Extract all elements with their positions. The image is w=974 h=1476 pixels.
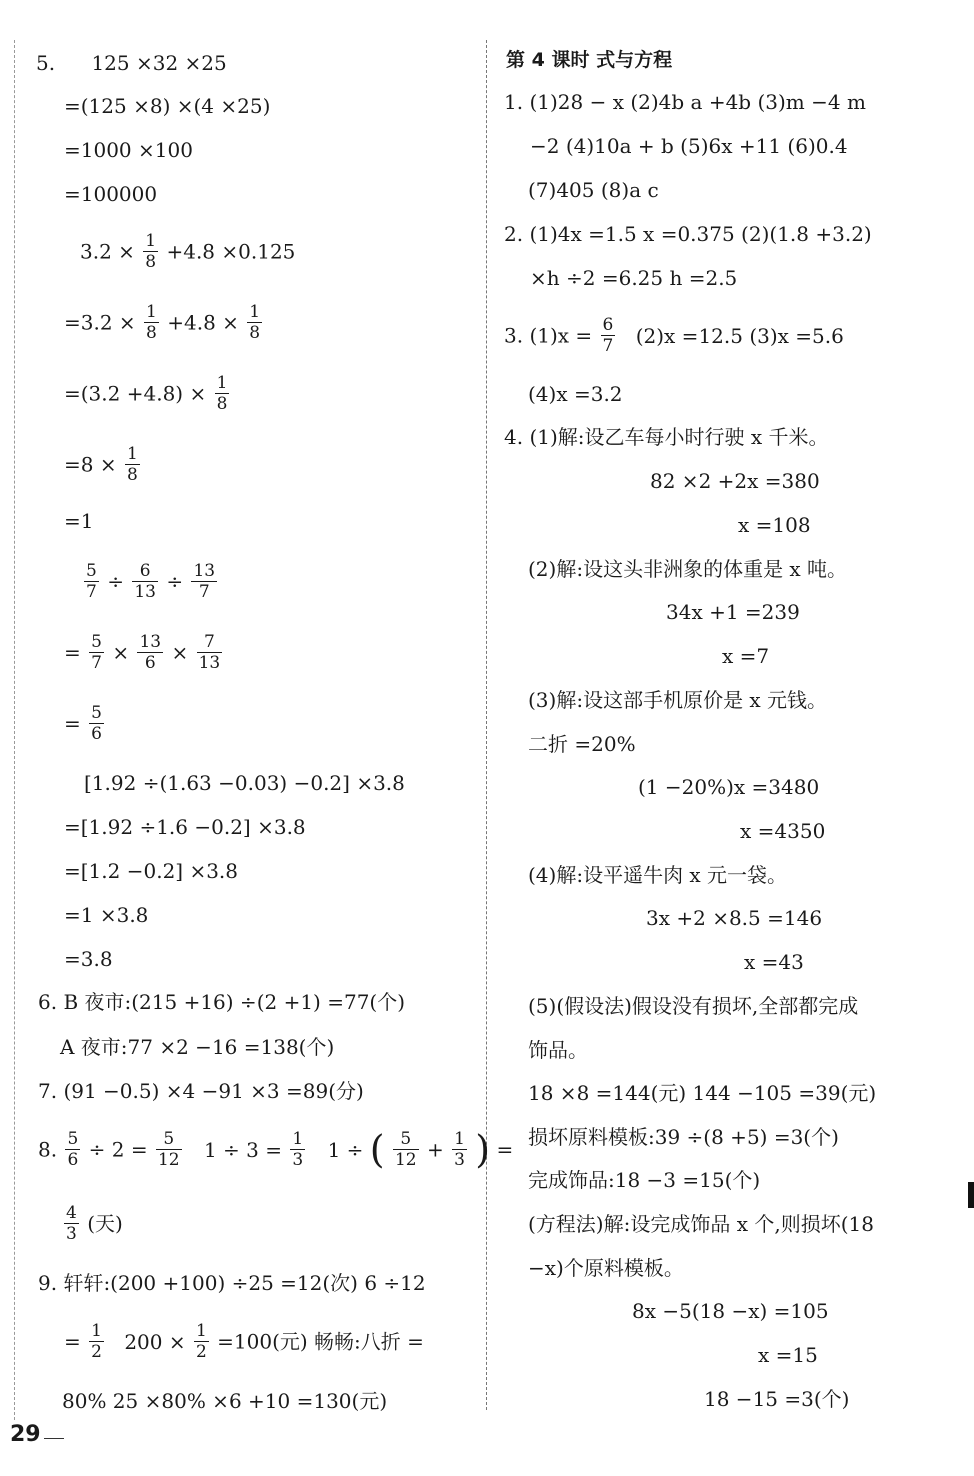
r-q4-p5-eq3: 18 −15 =3(个) [704,1387,850,1411]
q5-line-2: =(125 ×8) ×(4 ×25) [64,94,271,118]
fraction-1-8: $\frac{1}{8}$ [216,373,228,414]
q5-line-1: 5. 125 ×32 ×25 [36,51,227,75]
fraction-5-12: $\frac{5}{12}$ [394,1129,417,1170]
r-q4-p1: 4. (1)解:设乙车每小时行驶 x 千米。 [504,425,829,449]
r-q4-p2-eq2: x =7 [722,644,770,668]
q5-d-line-2: =[1.92 ÷1.6 −0.2] ×3.8 [64,815,306,839]
fraction-4-3: $\frac{4}{3}$ [66,1203,77,1244]
q5-b-line-1: 3.2 × $\frac{1}{8}$ +4.8 ×0.125 [80,231,296,272]
r-q4-p5-eq2: x =15 [758,1343,818,1367]
r-q4-p5-line-4: 损坏原料模板:39 ÷(8 +5) =3(个) [528,1125,839,1149]
fraction-1-8: $\frac{1}{8}$ [146,302,157,343]
r-q3-line-2: (4)x =3.2 [528,382,623,406]
q5-d-line-1: [1.92 ÷(1.63 −0.03) −0.2] ×3.8 [84,771,405,795]
fraction-13-6: $\frac{13}{6}$ [139,632,162,673]
r-q4-p3-eq1: (1 −20%)x =3480 [638,775,820,799]
q9-line-2: = $\frac{1}{2}$ 200 × $\frac{1}{2}$ =100(元) 畅畅:八折 = [64,1321,424,1362]
fraction-1-8: $\frac{1}{8}$ [145,231,157,272]
r-q1-line-1: 1. (1)28 − x (2)4b a +4b (3)m −4 m [504,90,866,114]
q5-b-line-4: =8 × $\frac{1}{8}$ [64,444,138,485]
q6-line-1: 6. B 夜市:(215 +16) ÷(2 +1) =77(个) [38,990,406,1014]
r-q4-p5-line-5: 完成饰品:18 −3 =15(个) [528,1168,761,1192]
fraction-1-2: $\frac{1}{2}$ [91,1321,102,1362]
q5-c-line-3: = $\frac{5}{6}$ [64,703,102,744]
q6-line-2: A 夜市:77 ×2 −16 =138(个) [60,1035,335,1059]
r-q1-line-3: (7)405 (8)a c [528,178,659,202]
r-q4-p1-eq1: 82 ×2 +2x =380 [650,469,820,493]
q5-b-line-3: =(3.2 +4.8) × $\frac{1}{8}$ [64,373,228,414]
q9-line-1: 9. 轩轩:(200 +100) ÷25 =12(次) 6 ÷12 [38,1271,426,1295]
r-q4-p1-eq2: x =108 [738,513,811,537]
r-q4-p3-eq2: x =4350 [740,819,826,843]
r-q4-p3-discount: 二折 =20% [528,732,636,756]
edge-thumb-marker [968,1182,974,1208]
q5-line-4: =100000 [64,182,158,206]
q5-line-3: =1000 ×100 [64,138,193,162]
r-q4-p5-line-1: (5)(假设法)假设没有损坏,全部都完成 [528,994,859,1018]
r-q4-p2-eq1: 34x +1 =239 [666,600,800,624]
page-number: 29 [10,1422,41,1447]
fraction-7-13: $\frac{7}{13}$ [198,632,221,673]
q5-c-line-2: = $\frac{5}{7}$ × $\frac{13}{6}$ × $\frac{7}{13}$ [64,632,221,673]
q5-d-line-5: =3.8 [64,947,113,971]
fraction-1-3: $\frac{1}{3}$ [292,1129,304,1170]
fraction-5-12: $\frac{5}{12}$ [157,1129,180,1170]
q5-d-line-4: =1 ×3.8 [64,903,149,927]
page-number-dash [44,1438,64,1439]
r-q4-p4: (4)解:设平遥牛肉 x 元一袋。 [528,863,788,887]
fraction-1-3: $\frac{1}{3}$ [454,1129,465,1170]
fraction-6-7: $\frac{6}{7}$ [602,315,614,356]
r-q2-line-2: ×h ÷2 =6.25 h =2.5 [530,266,738,290]
r-q4-p4-eq1: 3x +2 ×8.5 =146 [646,906,823,930]
fraction-5-6: $\frac{5}{6}$ [67,1129,79,1170]
r-q4-p5-line-2: 饰品。 [528,1038,588,1062]
fraction-6-13: $\frac{6}{13}$ [134,561,156,602]
q9-line-3: 80% 25 ×80% ×6 +10 =130(元) [62,1389,388,1413]
q5-b-line-5: =1 [64,509,94,533]
q8-line-1: 8. $\frac{5}{6}$ ÷ 2 = $\frac{5}{12}$ 1 ÷ 3 = $\frac{1}{3}$ 1 ÷ ( $\frac{5}{12}$ + $\frac{1}{3}$ ) = [38,1127,514,1172]
fraction-1-2: $\frac{1}{2}$ [195,1321,207,1362]
r-q4-p3: (3)解:设这部手机原价是 x 元钱。 [528,688,828,712]
r-q4-p5-line-3: 18 ×8 =144(元) 144 −105 =39(元) [528,1081,877,1105]
r-q1-line-2: −2 (4)10a + b (5)6x +11 (6)0.4 [530,134,848,158]
r-q4-p2: (2)解:设这头非洲象的体重是 x 吨。 [528,557,848,581]
left-margin-rule [14,40,15,1420]
q7-line: 7. (91 −0.5) ×4 −91 ×3 =89(分) [38,1079,364,1103]
r-q4-p4-eq2: x =43 [744,950,804,974]
r-q2-line-1: 2. (1)4x =1.5 x =0.375 (2)(1.8 +3.2) [504,222,872,246]
open-paren: ( [369,1127,385,1172]
fraction-5-6: $\frac{5}{6}$ [91,703,102,744]
q8-line-2: $\frac{4}{3}$ (天) [66,1203,123,1244]
r-q3-line-1: 3. (1)x = $\frac{6}{7}$ (2)x =12.5 (3)x =5.6 [504,315,844,356]
fraction-13-7: $\frac{13}{7}$ [193,561,216,602]
r-q4-p5-line-7: −x)个原料模板。 [528,1256,684,1280]
fraction-5-7: $\frac{5}{7}$ [86,561,97,602]
r-q4-p5-line-6: (方程法)解:设完成饰品 x 个,则损坏(18 [528,1212,874,1236]
fraction-1-8: $\frac{1}{8}$ [126,444,138,485]
q5-c-line-1: $\frac{5}{7}$ ÷ $\frac{6}{13}$ ÷ $\frac{13}{7}$ [86,561,216,602]
r-q4-p5-eq1: 8x −5(18 −x) =105 [632,1299,829,1323]
fraction-5-7: $\frac{5}{7}$ [91,632,102,673]
q5-d-line-3: =[1.2 −0.2] ×3.8 [64,859,239,883]
section-heading: 第 4 课时 式与方程 [506,49,673,71]
close-paren: ) [475,1127,491,1172]
fraction-1-8: $\frac{1}{8}$ [249,302,261,343]
column-divider [486,40,487,1410]
q5-b-line-2: =3.2 × $\frac{1}{8}$ +4.8 × $\frac{1}{8}$ [64,302,261,343]
